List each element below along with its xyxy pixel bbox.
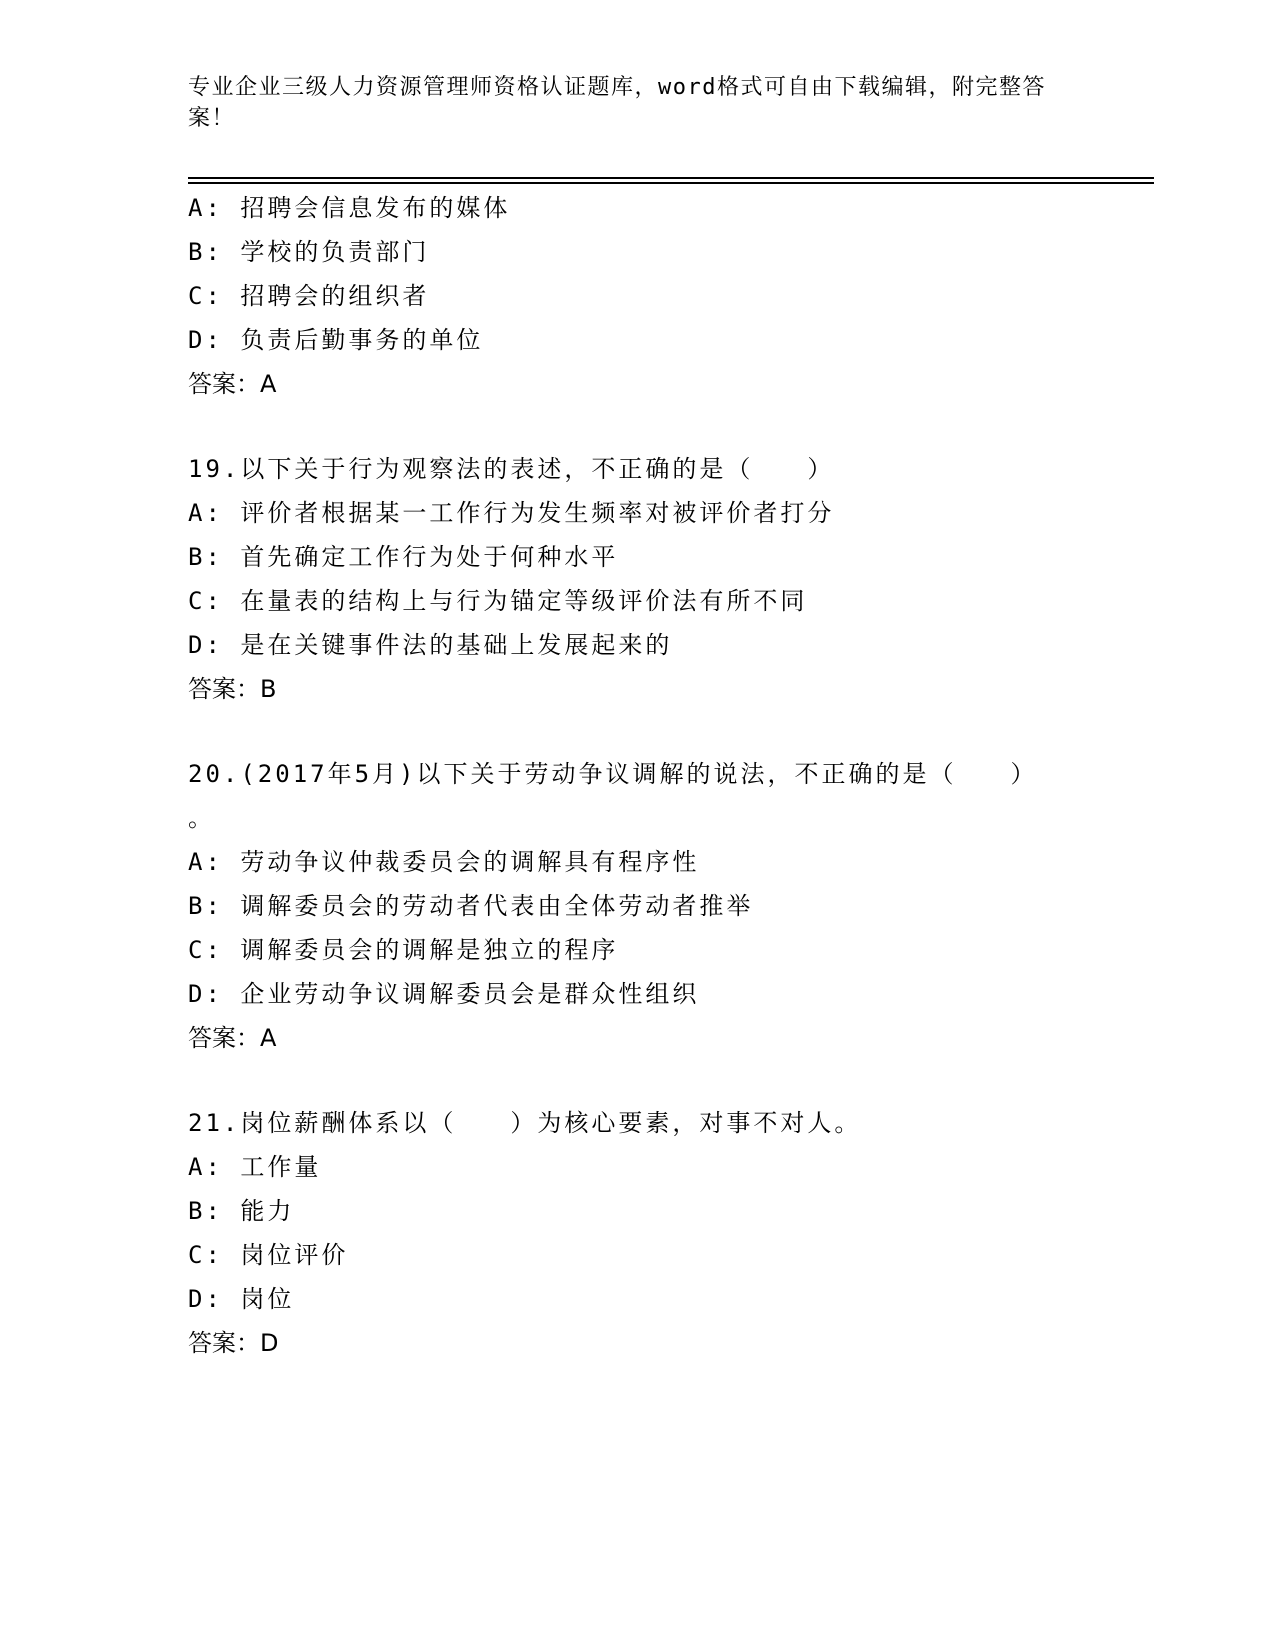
q20-answer: 答案：A	[188, 1024, 277, 1052]
q21-option-c: C: 岗位评价	[188, 1241, 349, 1269]
q19-answer: 答案：B	[188, 675, 277, 703]
q20-question-continuation: 。	[188, 804, 215, 832]
q18-option-b: B: 学校的负责部门	[188, 238, 430, 266]
q20-option-b: B: 调解委员会的劳动者代表由全体劳动者推举	[188, 892, 754, 920]
q21-option-b: B: 能力	[188, 1197, 295, 1225]
q20-option-a: A: 劳动争议仲裁委员会的调解具有程序性	[188, 848, 700, 876]
document-header: 专业企业三级人力资源管理师资格认证题库，word格式可自由下载编辑，附完整答案！	[188, 75, 1046, 131]
q20-question: 20.(2017年5月)以下关于劳动争议调解的说法，不正确的是（ ）	[188, 760, 1038, 788]
q19-option-c: C: 在量表的结构上与行为锚定等级评价法有所不同	[188, 587, 808, 615]
header-rule-bottom	[188, 182, 1154, 184]
q19-question: 19.以下关于行为观察法的表述，不正确的是（ ）	[188, 455, 835, 483]
q18-option-a: A: 招聘会信息发布的媒体	[188, 194, 511, 222]
q18-option-c: C: 招聘会的组织者	[188, 282, 430, 310]
header-rule-top	[188, 177, 1154, 179]
q21-option-d: D: 岗位	[188, 1285, 295, 1313]
q20-option-d: D: 企业劳动争议调解委员会是群众性组织	[188, 980, 700, 1008]
q19-option-b: B: 首先确定工作行为处于何种水平	[188, 543, 619, 571]
q20-option-c: C: 调解委员会的调解是独立的程序	[188, 936, 619, 964]
q18-option-d: D: 负责后勤事务的单位	[188, 326, 484, 354]
q18-answer: 答案：A	[188, 370, 277, 398]
q21-question: 21.岗位薪酬体系以（ ）为核心要素，对事不对人。	[188, 1109, 862, 1137]
q21-option-a: A: 工作量	[188, 1153, 322, 1181]
q19-option-a: A: 评价者根据某一工作行为发生频率对被评价者打分	[188, 499, 835, 527]
q19-option-d: D: 是在关键事件法的基础上发展起来的	[188, 631, 673, 659]
q21-answer: 答案：D	[188, 1329, 279, 1357]
